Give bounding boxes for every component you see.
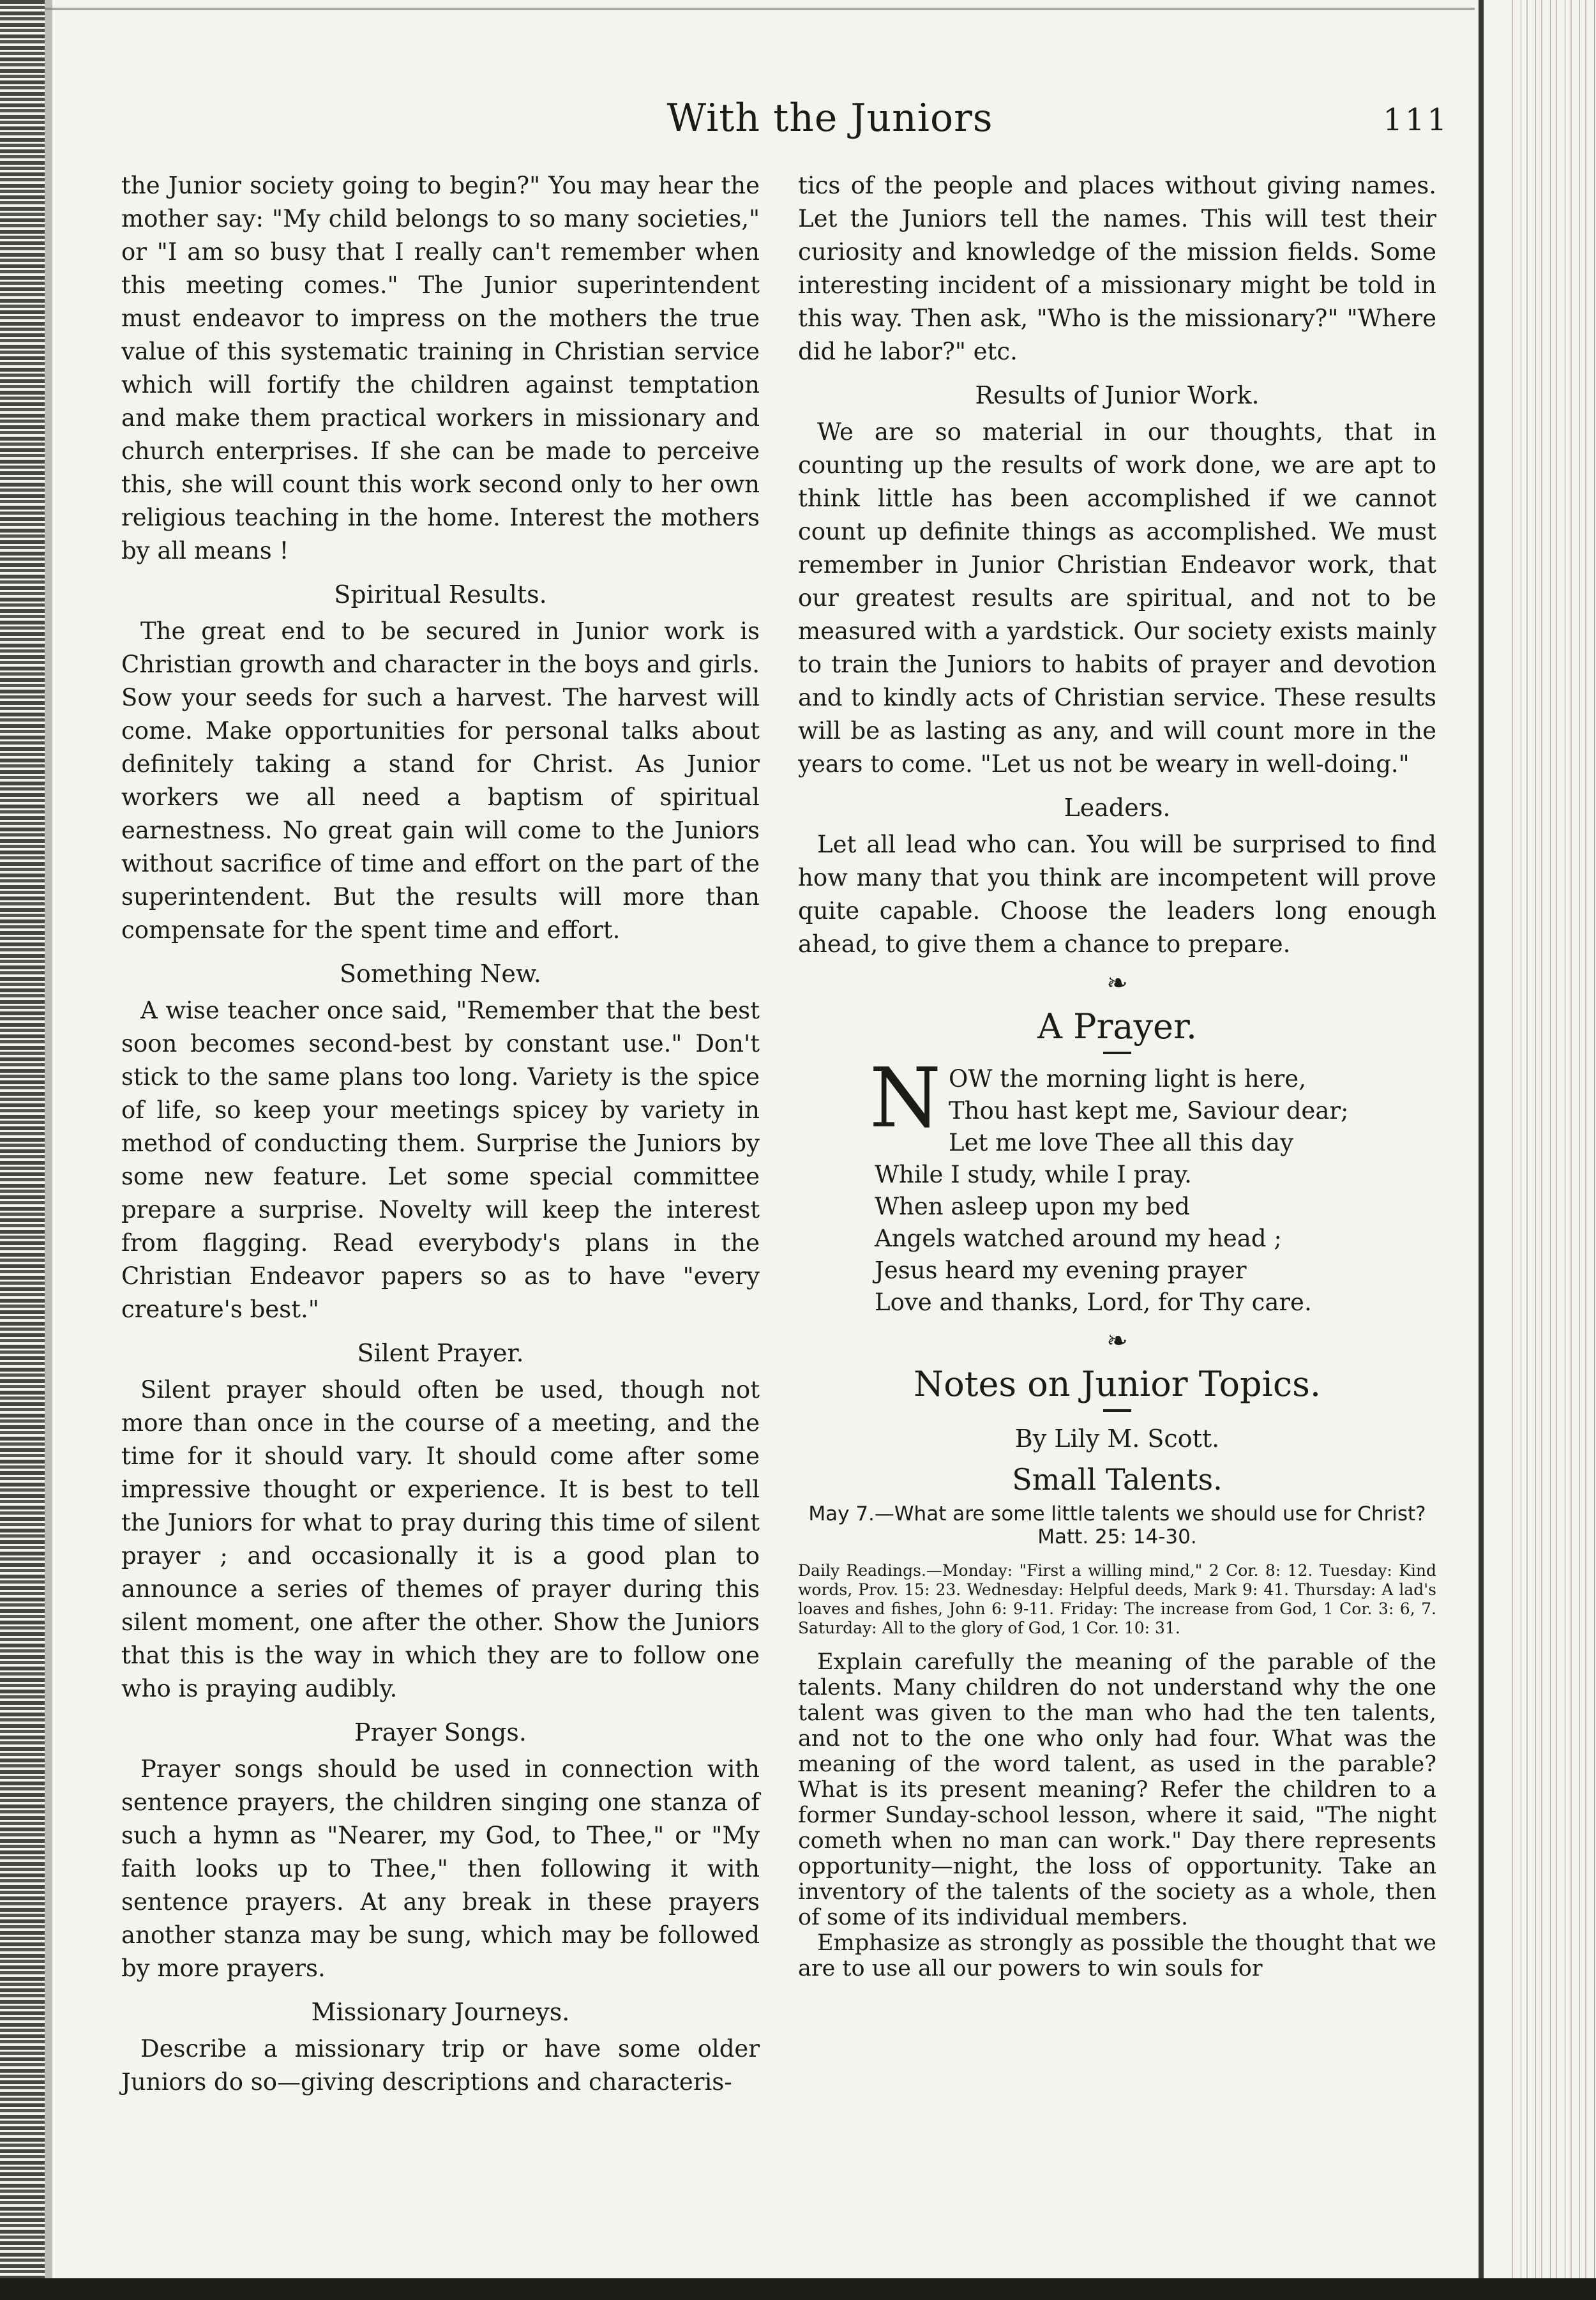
heading-a-prayer: A Prayer. <box>1037 1006 1197 1047</box>
paragraph-silent-prayer: Silent prayer should often be used, though not more than once in the course of a meeting, and the time for it should vary. It should come after some impressive thought or experience. It is best to tell the Juniors for what to pray during this time of silent prayer ; and occasionally it is a good plan to announce a series of themes of prayer during this silent moment, one after the other. Show the Juniors that this is the way in which they are to follow one who is praying audibly. <box>121 1376 760 1702</box>
poem-line: When asleep upon my bed <box>875 1193 1190 1220</box>
fleuron-ornament-icon: ❧ <box>1106 1326 1128 1356</box>
paragraph-results: We are so material in our thoughts, that in counting up the results of work done, we are apt to think little has been accomplished if we cannot count up definite things as accomplished. We must remember in Junior Christian Endeavor work, that our greatest results are spiritual, and not to be measured with a yardstick. Our society exists mainly to train the Juniors to habits of prayer and devotion and to kindly acts of Christian service. These results will be as lasting as any, and will count more in the years to come. "Let us not be weary in well-doing." <box>798 418 1436 778</box>
paragraph-prayer-songs: Prayer songs should be used in connection with sentence prayers, the children singing one stanza of such a hymn as "Nearer, my God, to Thee," or "My faith looks up to Thee," then following it with sentence prayers. At any break in these prayers another stanza may be sung, which may be followed by more prayers. <box>121 1755 760 1982</box>
poem-line: Love and thanks, Lord, for Thy care. <box>875 1289 1312 1316</box>
poem-line: Angels watched around my head ; <box>875 1225 1282 1252</box>
title-dash <box>1103 1409 1131 1412</box>
daily-readings: Daily Readings.—Monday: "First a willing mind," 2 Cor. 8: 12. Tuesday: Kind words, Prov. 15: 23. Wednesday: Helpful deeds, Mark 9: 41. Thursday: A lad's loaves and fishes, John 6: 9-11. Friday: The increase from God, 1 Cor. 3: 6, 7. Saturday: All to the glory of God, 1 Cor. 10: 31. <box>798 1561 1436 1637</box>
poem <box>870 1051 1436 1319</box>
heading-missionary-journeys: Missionary Journeys. <box>311 1998 570 2026</box>
bottom-border <box>0 2278 1596 2300</box>
paragraph-something-new: A wise teacher once said, "Remember that the best soon becomes second-best by constant use." Don't stick to the same plans too long. Variety is the spice of life, so keep your meetings spicey by variety in method of conducting them. Surprise the Juniors by some new feature. Let some special committee prepare a surprise. Novelty will keep the interest from flagging. Read everybody's plans in the Christian Endeavor papers so as to have "every creature's best." <box>121 997 760 1323</box>
paragraph-emphasize: Emphasize as strongly as possible the thought that we are to use all our powers to win souls for <box>798 1930 1436 1981</box>
notes-body <box>798 1649 1436 1981</box>
poem-line: OW the morning light is here, <box>949 1065 1306 1093</box>
paragraph-intro: the Junior society going to begin?" You may hear the mother say: "My child belongs to so many societies," or "I am so busy that I really can't remember when this meeting comes." The Junior superintendent must endeavor to impress on the mothers the true value of this systematic training in Christian service which will fortify the children against temptation and make them practical workers in missionary and church enterprises. If she can be made to perceive this, she will count this work second only to her own religious teaching in the home. Interest the mothers by all means ! <box>121 172 760 564</box>
heading-spiritual-results: Spiritual Results. <box>334 580 547 609</box>
left-column <box>121 169 760 2099</box>
running-title: With the Juniors <box>666 96 993 140</box>
poem-drop-cap: N <box>870 1051 941 1146</box>
page-edge-texture <box>1507 0 1596 2300</box>
paragraph-missionary-journeys: Describe a missionary trip or have some older Juniors do so—giving descriptions and characteris- <box>121 2035 760 2096</box>
heading-notes-on-junior-topics: Notes on Junior Topics. <box>913 1364 1321 1404</box>
heading-silent-prayer: Silent Prayer. <box>357 1339 524 1367</box>
paragraph-continued: tics of the people and places without giving names. Let the Juniors tell the names. This will test their curiosity and knowledge of the mission fields. Some interesting incident of a missionary might be told in this way. Then ask, "Who is the missionary?" "Where did he labor?" etc. <box>798 172 1436 365</box>
fleuron-ornament-icon: ❧ <box>1106 969 1128 998</box>
heading-results-of-junior-work: Results of Junior Work. <box>975 381 1260 409</box>
right-border-rule <box>1479 0 1484 2300</box>
paragraph-leaders: Let all lead who can. You will be surprised to find how many that you think are incompetent will prove quite capable. Choose the leaders long enough ahead, to give them a chance to prepare. <box>798 831 1436 958</box>
topic-question: May 7.—What are some little talents we should use for Christ? Matt. 25: 14-30. <box>808 1502 1426 1548</box>
right-column <box>798 169 1436 1981</box>
top-edge-rule <box>45 8 1475 10</box>
paragraph-explain: Explain carefully the meaning of the parable of the talents. Many children do not understand why the one talent was given to the man who had the ten talents, and not to the one who only had four. What was the meaning of the word talent, as used in the parable? What is its present meaning? Refer the children to a former Sunday-school lesson, where it said, "The night cometh when no man can work." Day there represents opportunity—night, the loss of opportunity. Take an inventory of the talents of the society as a whole, then of some of its individual members. <box>798 1649 1436 1930</box>
heading-small-talents: Small Talents. <box>1012 1462 1223 1497</box>
binding-shadow <box>45 0 52 2300</box>
poem-line: Thou hast kept me, Saviour dear; <box>949 1097 1349 1124</box>
heading-something-new: Something New. <box>339 960 542 988</box>
binding-edge <box>0 0 45 2300</box>
heading-prayer-songs: Prayer Songs. <box>354 1718 527 1746</box>
title-dash <box>1103 1052 1131 1054</box>
heading-leaders: Leaders. <box>1064 794 1171 822</box>
poem-line: Let me love Thee all this day <box>949 1129 1293 1156</box>
page-number: 111 <box>1383 102 1449 138</box>
byline: By Lily M. Scott. <box>1014 1425 1220 1453</box>
poem-line: Jesus heard my evening prayer <box>875 1257 1247 1284</box>
poem-line: While I study, while I pray. <box>875 1161 1192 1188</box>
paragraph-spiritual-results: The great end to be secured in Junior work is Christian growth and character in the boys and girls. Sow your seeds for such a harvest. The harvest will come. Make opportunities for personal talks about definitely taking a stand for Christ. As Junior workers we all need a baptism of spiritual earnestness. No great gain will come to the Juniors without sacrifice of time and effort on the part of the superintendent. But the results will more than compensate for the spent time and effort. <box>121 617 760 944</box>
